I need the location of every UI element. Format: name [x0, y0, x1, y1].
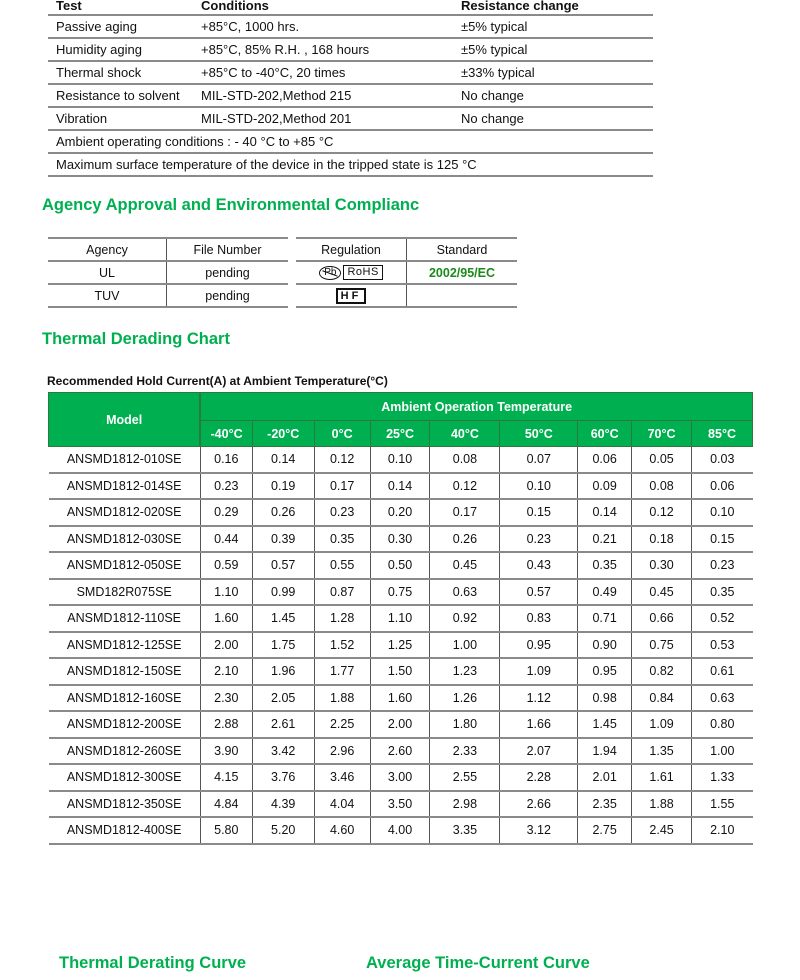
hold-current-value: 0.61	[692, 658, 753, 685]
hold-current-value: 1.77	[314, 658, 370, 685]
hold-current-value: 1.75	[252, 632, 314, 659]
model-name: ANSMD1812-010SE	[49, 447, 201, 473]
test-conditions: +85°C to -40°C, 20 times	[193, 61, 453, 84]
hold-current-value: 0.63	[430, 579, 500, 606]
hold-current-value: 1.33	[692, 764, 753, 791]
hold-current-value: 0.06	[692, 473, 753, 500]
hold-current-value: 2.00	[370, 711, 430, 738]
standard-value	[407, 284, 518, 307]
test-conditions: MIL-STD-202,Method 215	[193, 84, 453, 107]
hold-current-value: 0.16	[200, 447, 252, 473]
hold-current-value: 3.76	[252, 764, 314, 791]
hold-current-value: 2.28	[500, 764, 578, 791]
hold-current-value: 3.12	[500, 817, 578, 844]
derating-row	[49, 685, 753, 712]
hold-current-value: 0.75	[632, 632, 692, 659]
hold-current-value: 2.00	[200, 632, 252, 659]
temperature-header: 85°C	[692, 421, 753, 447]
temperature-header: 60°C	[578, 421, 632, 447]
header-resistance-change: Resistance change	[453, 0, 653, 15]
hold-current-value: 0.08	[430, 447, 500, 473]
hold-current-value: 2.45	[632, 817, 692, 844]
hold-current-value: 4.60	[314, 817, 370, 844]
hold-current-value: 0.57	[252, 552, 314, 579]
hold-current-value: 2.01	[578, 764, 632, 791]
hold-current-value: 0.06	[578, 447, 632, 473]
derating-section-title: Thermal Derading Chart	[42, 330, 230, 348]
derating-row	[49, 499, 753, 526]
hold-current-value: 0.03	[692, 447, 753, 473]
thermal-derating-curve-title: Thermal Derating Curve	[59, 954, 247, 972]
hold-current-value: 0.45	[430, 552, 500, 579]
hold-current-value: 0.10	[370, 447, 430, 473]
hold-current-value: 0.30	[370, 526, 430, 553]
hold-current-value: 0.14	[578, 499, 632, 526]
model-name: ANSMD1812-014SE	[49, 473, 201, 500]
test-note-row	[48, 153, 653, 176]
hold-current-value: 1.50	[370, 658, 430, 685]
temperature-header: 70°C	[632, 421, 692, 447]
hold-current-value: 0.50	[370, 552, 430, 579]
standard-value: 2002/95/EC	[407, 261, 518, 284]
hold-current-value: 0.95	[500, 632, 578, 659]
hold-current-value: 0.18	[632, 526, 692, 553]
hold-current-value: 0.07	[500, 447, 578, 473]
hold-current-value: 1.52	[314, 632, 370, 659]
agency-table	[48, 237, 288, 308]
hold-current-value: 0.52	[692, 605, 753, 632]
hold-current-value: 4.00	[370, 817, 430, 844]
test-note: Ambient operating conditions : - 40 °C to +85 °C	[48, 130, 653, 153]
file-number: pending	[167, 261, 289, 284]
hold-current-value: 0.17	[430, 499, 500, 526]
hold-current-value: 1.00	[430, 632, 500, 659]
hold-current-value: 1.45	[252, 605, 314, 632]
hold-current-value: 0.19	[252, 473, 314, 500]
hold-current-value: 0.17	[314, 473, 370, 500]
test-row	[48, 84, 653, 107]
test-note: Maximum surface temperature of the device in the tripped state is 125 °C	[48, 153, 653, 176]
hold-current-value: 0.10	[692, 499, 753, 526]
hold-current-value: 0.63	[692, 685, 753, 712]
regulation-row	[296, 284, 517, 307]
hold-current-value: 1.09	[632, 711, 692, 738]
hold-current-value: 0.92	[430, 605, 500, 632]
rohs-icon: RoHS	[343, 265, 382, 280]
hold-current-value: 0.75	[370, 579, 430, 606]
model-name: ANSMD1812-020SE	[49, 499, 201, 526]
hold-current-value: 0.05	[632, 447, 692, 473]
file-number: pending	[167, 284, 289, 307]
hold-current-value: 0.98	[578, 685, 632, 712]
hold-current-value: 2.75	[578, 817, 632, 844]
temperature-header: -40°C	[200, 421, 252, 447]
derating-caption: Recommended Hold Current(A) at Ambient Temperature(°C)	[47, 374, 388, 388]
test-table-header	[48, 0, 653, 15]
hold-current-value: 2.25	[314, 711, 370, 738]
test-conditions: MIL-STD-202,Method 201	[193, 107, 453, 130]
hold-current-value: 0.39	[252, 526, 314, 553]
hold-current-value: 0.26	[430, 526, 500, 553]
header-conditions: Conditions	[193, 0, 453, 15]
hold-current-value: 1.25	[370, 632, 430, 659]
hold-current-value: 0.80	[692, 711, 753, 738]
resistance-change: No change	[453, 84, 653, 107]
test-name: Thermal shock	[48, 61, 193, 84]
model-header: Model	[49, 393, 201, 447]
hold-current-value: 2.98	[430, 791, 500, 818]
time-current-curve-title: Average Time-Current Curve	[366, 954, 590, 972]
hold-current-value: 0.12	[314, 447, 370, 473]
hold-current-value: 4.15	[200, 764, 252, 791]
model-name: ANSMD1812-150SE	[49, 658, 201, 685]
model-name: ANSMD1812-030SE	[49, 526, 201, 553]
hold-current-value: 0.87	[314, 579, 370, 606]
model-name: ANSMD1812-350SE	[49, 791, 201, 818]
test-name: Passive aging	[48, 15, 193, 38]
hold-current-value: 1.26	[430, 685, 500, 712]
hold-current-value: 2.05	[252, 685, 314, 712]
hold-current-value: 2.55	[430, 764, 500, 791]
hold-current-value: 1.28	[314, 605, 370, 632]
pb-free-icon: Pb	[319, 266, 341, 280]
hold-current-value: 0.08	[632, 473, 692, 500]
model-name: ANSMD1812-200SE	[49, 711, 201, 738]
agency-row	[48, 261, 288, 284]
hold-current-value: 0.12	[632, 499, 692, 526]
hold-current-value: 0.55	[314, 552, 370, 579]
hold-current-value: 1.00	[692, 738, 753, 765]
model-name: SMD182R075SE	[49, 579, 201, 606]
test-name: Resistance to solvent	[48, 84, 193, 107]
hold-current-value: 2.61	[252, 711, 314, 738]
resistance-change: No change	[453, 107, 653, 130]
hold-current-value: 2.66	[500, 791, 578, 818]
hold-current-value: 4.39	[252, 791, 314, 818]
hold-current-value: 2.10	[692, 817, 753, 844]
agency-header: Agency	[48, 238, 167, 261]
temperature-header: 25°C	[370, 421, 430, 447]
model-name: ANSMD1812-400SE	[49, 817, 201, 844]
hold-current-value: 1.80	[430, 711, 500, 738]
agency-section-title: Agency Approval and Environmental Complianc	[42, 196, 420, 214]
hold-current-value: 0.35	[692, 579, 753, 606]
hold-current-value: 3.46	[314, 764, 370, 791]
hold-current-value: 2.35	[578, 791, 632, 818]
environmental-test-table	[48, 0, 653, 177]
temperature-header: 0°C	[314, 421, 370, 447]
hold-current-value: 0.99	[252, 579, 314, 606]
hold-current-value: 1.66	[500, 711, 578, 738]
derating-row	[49, 658, 753, 685]
hold-current-value: 4.84	[200, 791, 252, 818]
agency-name: UL	[48, 261, 167, 284]
hold-current-value: 0.90	[578, 632, 632, 659]
hold-current-value: 0.12	[430, 473, 500, 500]
hold-current-value: 1.23	[430, 658, 500, 685]
derating-row	[49, 552, 753, 579]
test-row	[48, 107, 653, 130]
model-name: ANSMD1812-160SE	[49, 685, 201, 712]
hold-current-value: 0.43	[500, 552, 578, 579]
hold-current-value: 0.23	[500, 526, 578, 553]
derating-row	[49, 711, 753, 738]
resistance-change: ±33% typical	[453, 61, 653, 84]
hold-current-value: 0.10	[500, 473, 578, 500]
hold-current-value: 0.35	[578, 552, 632, 579]
test-conditions: +85°C, 85% R.H. , 168 hours	[193, 38, 453, 61]
hold-current-value: 0.26	[252, 499, 314, 526]
standard-header: Standard	[407, 238, 518, 261]
hold-current-value: 0.49	[578, 579, 632, 606]
hold-current-value: 2.88	[200, 711, 252, 738]
hold-current-value: 1.94	[578, 738, 632, 765]
test-name: Vibration	[48, 107, 193, 130]
test-conditions: +85°C, 1000 hrs.	[193, 15, 453, 38]
hold-current-value: 1.88	[314, 685, 370, 712]
hold-current-value: 0.45	[632, 579, 692, 606]
header-test: Test	[48, 0, 193, 15]
hold-current-value: 2.96	[314, 738, 370, 765]
hold-current-value: 1.55	[692, 791, 753, 818]
model-name: ANSMD1812-300SE	[49, 764, 201, 791]
hold-current-value: 0.23	[314, 499, 370, 526]
test-name: Humidity aging	[48, 38, 193, 61]
regulation-header: Regulation	[296, 238, 407, 261]
hold-current-value: 1.09	[500, 658, 578, 685]
hold-current-value: 2.60	[370, 738, 430, 765]
hold-current-value: 0.14	[252, 447, 314, 473]
regulation-table	[296, 237, 517, 308]
derating-row	[49, 764, 753, 791]
hold-current-value: 1.60	[370, 685, 430, 712]
hold-current-value: 4.04	[314, 791, 370, 818]
hold-current-value: 0.29	[200, 499, 252, 526]
hold-current-value: 1.10	[200, 579, 252, 606]
test-note-row	[48, 130, 653, 153]
hold-current-value: 0.53	[692, 632, 753, 659]
agency-name: TUV	[48, 284, 167, 307]
hold-current-value: 1.10	[370, 605, 430, 632]
temperature-header: -20°C	[252, 421, 314, 447]
hold-current-value: 0.84	[632, 685, 692, 712]
hold-current-value: 0.83	[500, 605, 578, 632]
derating-row	[49, 579, 753, 606]
hold-current-value: 0.71	[578, 605, 632, 632]
hold-current-value: 0.30	[632, 552, 692, 579]
test-row	[48, 61, 653, 84]
temperature-header: 50°C	[500, 421, 578, 447]
hold-current-value: 5.20	[252, 817, 314, 844]
hold-current-value: 1.12	[500, 685, 578, 712]
derating-row	[49, 738, 753, 765]
hold-current-value: 0.09	[578, 473, 632, 500]
hold-current-value: 3.50	[370, 791, 430, 818]
hold-current-value: 1.45	[578, 711, 632, 738]
hold-current-value: 2.30	[200, 685, 252, 712]
derating-row	[49, 791, 753, 818]
derating-row	[49, 526, 753, 553]
derating-row	[49, 632, 753, 659]
hold-current-value: 1.61	[632, 764, 692, 791]
hold-current-value: 3.90	[200, 738, 252, 765]
hold-current-value: 0.20	[370, 499, 430, 526]
hold-current-value: 0.57	[500, 579, 578, 606]
hold-current-value: 0.82	[632, 658, 692, 685]
derating-table	[48, 392, 753, 845]
hold-current-value: 0.23	[200, 473, 252, 500]
hold-current-value: 0.35	[314, 526, 370, 553]
hold-current-value: 0.23	[692, 552, 753, 579]
model-name: ANSMD1812-260SE	[49, 738, 201, 765]
pb-free-rohs-icon	[319, 265, 383, 280]
hold-current-value: 2.33	[430, 738, 500, 765]
hold-current-value: 0.15	[500, 499, 578, 526]
derating-row	[49, 473, 753, 500]
hold-current-value: 0.44	[200, 526, 252, 553]
resistance-change: ±5% typical	[453, 15, 653, 38]
hold-current-value: 0.21	[578, 526, 632, 553]
derating-row	[49, 817, 753, 844]
hold-current-value: 2.10	[200, 658, 252, 685]
hold-current-value: 3.42	[252, 738, 314, 765]
hold-current-value: 1.35	[632, 738, 692, 765]
file-number-header: File Number	[167, 238, 289, 261]
hold-current-value: 0.14	[370, 473, 430, 500]
regulation-row	[296, 261, 517, 284]
hold-current-value: 0.15	[692, 526, 753, 553]
resistance-change: ±5% typical	[453, 38, 653, 61]
test-row	[48, 38, 653, 61]
ambient-temperature-header: Ambient Operation Temperature	[200, 393, 752, 421]
hold-current-value: 2.07	[500, 738, 578, 765]
hold-current-value: 0.95	[578, 658, 632, 685]
hold-current-value: 3.00	[370, 764, 430, 791]
derating-row	[49, 605, 753, 632]
agency-row	[48, 284, 288, 307]
hold-current-value: 0.66	[632, 605, 692, 632]
temperature-header: 40°C	[430, 421, 500, 447]
model-name: ANSMD1812-050SE	[49, 552, 201, 579]
derating-row	[49, 447, 753, 473]
hold-current-value: 1.60	[200, 605, 252, 632]
model-name: ANSMD1812-125SE	[49, 632, 201, 659]
hold-current-value: 1.96	[252, 658, 314, 685]
halogen-free-icon: HF	[336, 288, 367, 304]
test-row	[48, 15, 653, 38]
hold-current-value: 5.80	[200, 817, 252, 844]
model-name: ANSMD1812-110SE	[49, 605, 201, 632]
hold-current-value: 3.35	[430, 817, 500, 844]
hold-current-value: 0.59	[200, 552, 252, 579]
hold-current-value: 1.88	[632, 791, 692, 818]
